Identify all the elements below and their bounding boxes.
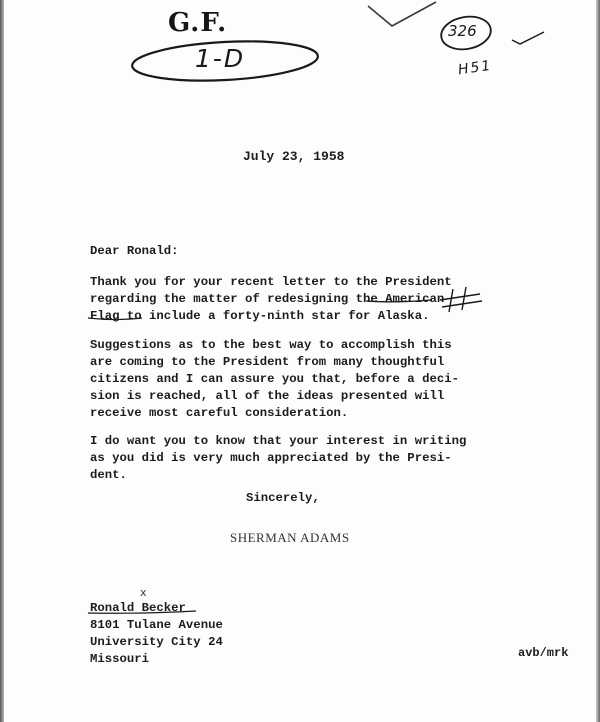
recipient-street: 8101 Tulane Avenue bbox=[90, 618, 223, 632]
paragraph-2: Suggestions as to the best way to accomplish this are coming to the President from many thoughtful citizens and I can assure you that, before a deci- sion is reached, all of the ideas presented will receive most careful consideration. bbox=[90, 338, 459, 420]
letter-date: July 23, 1958 bbox=[243, 149, 345, 164]
scan-edge-left bbox=[0, 0, 4, 722]
file-code-handwriting: 1-D bbox=[195, 44, 246, 73]
small-check bbox=[512, 32, 544, 44]
handwritten-code: H51 bbox=[457, 57, 494, 79]
gf-stamp: G.F. bbox=[168, 8, 228, 38]
circled-number-handwriting: 326 bbox=[448, 22, 477, 40]
paragraph-3: I do want you to know that your interest in writing as you did is very much appreciated by the Presi- dent. bbox=[90, 434, 467, 482]
recipient-name: Ronald Becker bbox=[90, 601, 186, 615]
check-mark bbox=[368, 2, 436, 26]
closing: Sincerely, bbox=[246, 491, 320, 505]
signature: SHERMAN ADAMS bbox=[230, 530, 350, 545]
recipient-state: Missouri bbox=[90, 652, 150, 666]
recipient-city: University City 24 bbox=[90, 635, 223, 649]
recipient-mark: x bbox=[140, 588, 147, 600]
salutation: Dear Ronald: bbox=[90, 244, 179, 258]
paragraph-1: Thank you for your recent letter to the President regarding the matter of redesigning the American Flag to include a forty-ninth star for Alaska. bbox=[90, 275, 452, 323]
recipient-address bbox=[90, 588, 223, 668]
reference-initials: avb/mrk bbox=[518, 646, 569, 660]
scan-edge-right bbox=[596, 0, 600, 722]
